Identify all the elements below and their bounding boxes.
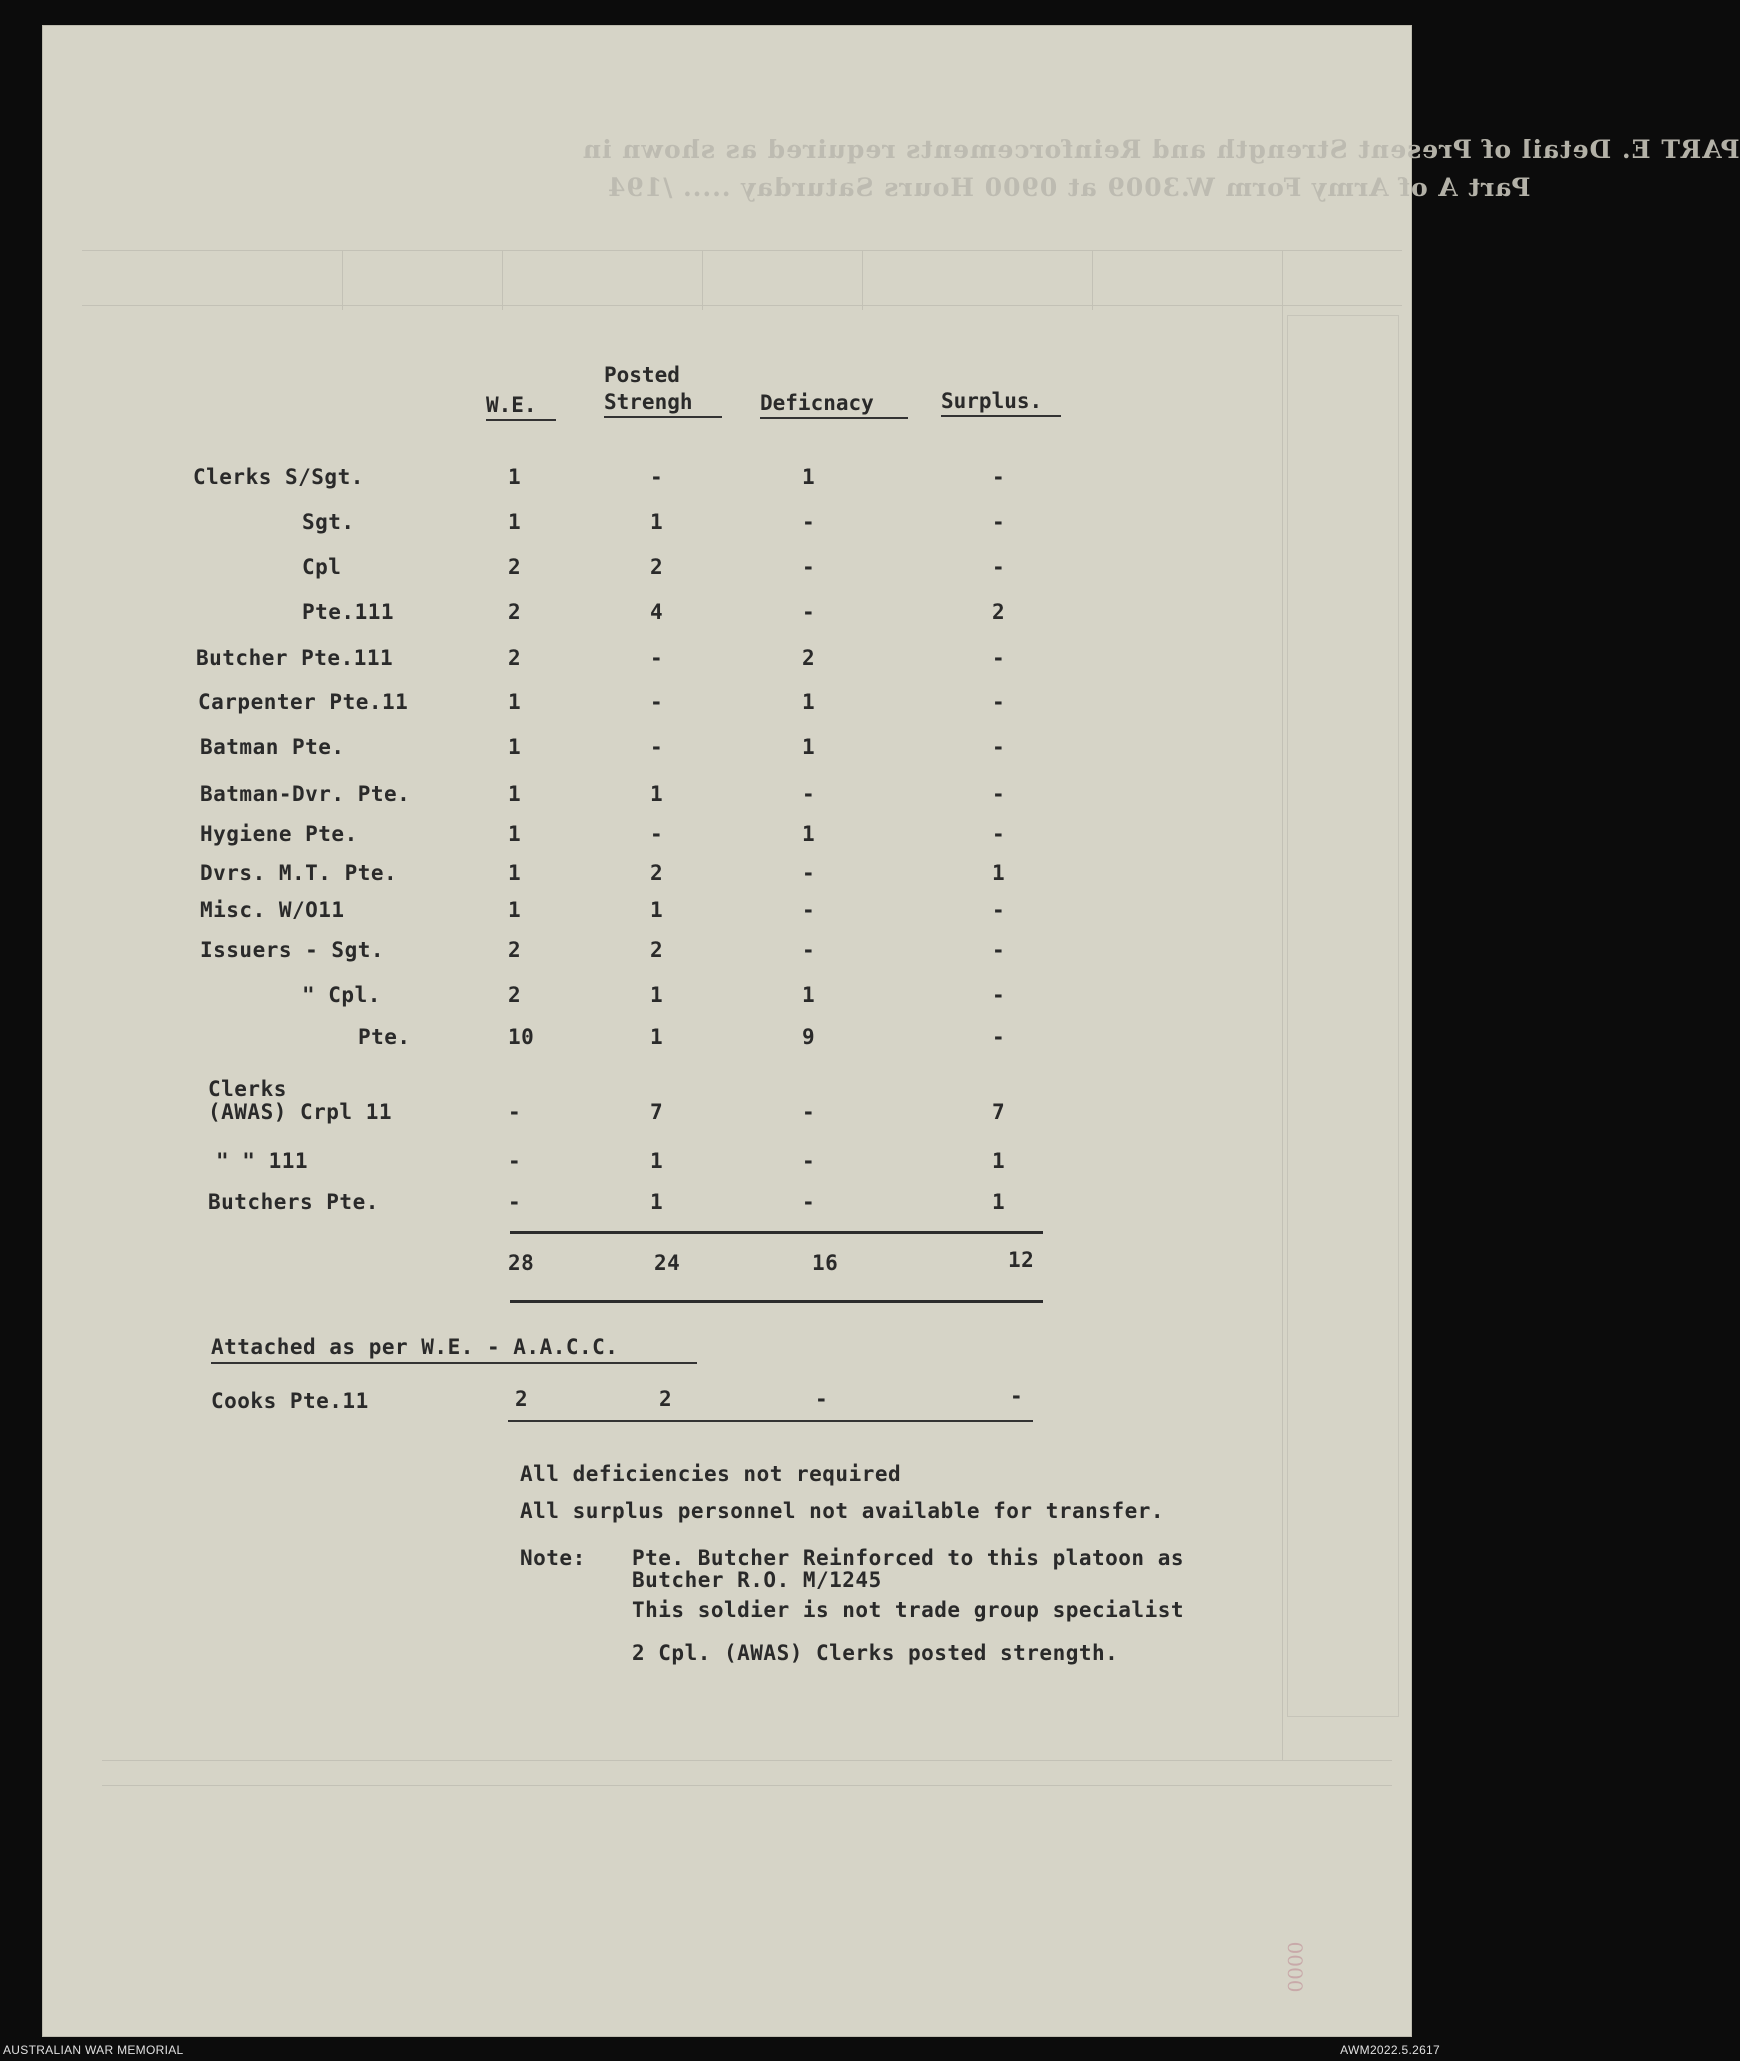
row-deficiency-cell: 1: [802, 465, 816, 489]
row-label: Issuers - Sgt.: [200, 938, 385, 962]
row-label: Batman-Dvr. Pte.: [200, 782, 411, 806]
row-surplus-cell: -: [992, 510, 1006, 534]
row-we-cell: 1: [508, 690, 522, 714]
row-deficiency-cell: -: [802, 861, 816, 885]
row-posted-cell: -: [650, 646, 664, 670]
note-line-surplus: All surplus personnel not available for transfer.: [520, 1499, 1165, 1523]
row-label: Sgt.: [302, 510, 355, 534]
document-page: PART E. Detail of Present Strength and Reinforcements required as shown in Part A of Army Form W.3009 at 0900 Hours Saturday ..... /194 0000: [42, 25, 1412, 2037]
total-we: 28: [508, 1251, 535, 1275]
row-deficiency-cell: 1: [802, 983, 816, 1007]
note-text-1: Pte. Butcher Reinforced to this platoon as: [632, 1546, 1185, 1570]
row-posted-cell: -: [650, 465, 664, 489]
row-surplus-cell: 1: [992, 861, 1006, 885]
row-we-cell: 2: [508, 555, 522, 579]
totals-rule-bottom: [510, 1300, 1043, 1303]
row-posted-cell: 2: [650, 861, 664, 885]
attached-row-label: Cooks Pte.11: [211, 1389, 369, 1413]
row-we-cell: 1: [508, 822, 522, 846]
row-label: Pte.111: [302, 600, 395, 624]
note-line-deficiencies: All deficiencies not required: [520, 1462, 902, 1486]
footer-credit-left: AUSTRALIAN WAR MEMORIAL: [3, 2043, 184, 2057]
attached-row-posted: 2: [659, 1387, 673, 1411]
row-deficiency-cell: 1: [802, 735, 816, 759]
row-we-cell: 1: [508, 465, 522, 489]
row-posted-cell: 1: [650, 510, 664, 534]
row-deficiency-cell: -: [802, 938, 816, 962]
attached-row-deficiency: -: [815, 1387, 829, 1411]
totals-rule-top: [510, 1231, 1043, 1234]
row-we-cell: -: [508, 1149, 522, 1173]
reverse-heading-line2: Part A of Army Form W.3009 at 0900 Hours Saturday ..... /194: [607, 173, 1531, 202]
row-posted-cell: 1: [650, 1190, 664, 1214]
row-we-cell: 1: [508, 735, 522, 759]
row-deficiency-cell: -: [802, 600, 816, 624]
row-deficiency-cell: 1: [802, 690, 816, 714]
row-we-cell: 2: [508, 983, 522, 1007]
row-surplus-cell: -: [992, 782, 1006, 806]
row-label: Pte.: [358, 1025, 411, 1049]
row-surplus-cell: -: [992, 1025, 1006, 1049]
row-posted-cell: -: [650, 822, 664, 846]
row-we-cell: 2: [508, 646, 522, 670]
note-text-2: Butcher R.O. M/1245: [632, 1568, 882, 1592]
row-surplus-cell: -: [992, 822, 1006, 846]
row-deficiency-cell: -: [802, 1100, 816, 1124]
header-surplus: Surplus.: [941, 389, 1043, 413]
row-surplus-cell: 7: [992, 1100, 1006, 1124]
header-surplus-underline: [941, 415, 1061, 417]
row-label: Dvrs. M.T. Pte.: [200, 861, 398, 885]
row-surplus-cell: 1: [992, 1190, 1006, 1214]
row-surplus-cell: 2: [992, 600, 1006, 624]
header-we: W.E.: [486, 393, 537, 417]
row-deficiency-cell: 1: [802, 822, 816, 846]
row-label: Butcher Pte.111: [196, 646, 394, 670]
row-deficiency-cell: -: [802, 898, 816, 922]
row-label: " Cpl.: [302, 983, 381, 1007]
row-deficiency-cell: 9: [802, 1025, 816, 1049]
row-surplus-cell: -: [992, 735, 1006, 759]
note-label: Note:: [520, 1546, 586, 1570]
row-posted-cell: -: [650, 735, 664, 759]
row-label: (AWAS) Crpl 11: [208, 1100, 393, 1124]
row-posted-cell: 1: [650, 1149, 664, 1173]
row-deficiency-cell: -: [802, 510, 816, 534]
row-we-cell: 1: [508, 510, 522, 534]
header-posted-underline: [604, 416, 722, 418]
row-surplus-cell: -: [992, 646, 1006, 670]
attached-heading-underline: [211, 1362, 697, 1364]
header-deficiency: Deficnacy: [760, 391, 874, 415]
note-text-4: 2 Cpl. (AWAS) Clerks posted strength.: [632, 1641, 1119, 1665]
row-posted-cell: -: [650, 690, 664, 714]
attached-row-underline: [508, 1420, 1033, 1422]
attached-heading: Attached as per W.E. - A.A.C.C.: [211, 1335, 619, 1359]
row-posted-cell: 1: [650, 898, 664, 922]
total-deficiency: 16: [812, 1251, 839, 1275]
attached-row-surplus: -: [1010, 1384, 1024, 1408]
row-surplus-cell: -: [992, 690, 1006, 714]
row-we-cell: -: [508, 1100, 522, 1124]
row-we-cell: -: [508, 1190, 522, 1214]
row-surplus-cell: -: [992, 465, 1006, 489]
header-posted-line1: Posted: [604, 363, 680, 387]
row-label: " " 111: [216, 1149, 309, 1173]
row-we-cell: 2: [508, 938, 522, 962]
row-label: Batman Pte.: [200, 735, 345, 759]
header-deficiency-underline: [760, 417, 908, 419]
row-deficiency-cell: -: [802, 1149, 816, 1173]
row-posted-cell: 2: [650, 555, 664, 579]
row-we-cell: 10: [508, 1025, 535, 1049]
row-deficiency-cell: 2: [802, 646, 816, 670]
total-surplus: 12: [1008, 1248, 1035, 1272]
row-we-cell: 2: [508, 600, 522, 624]
row-surplus-cell: -: [992, 555, 1006, 579]
row-we-cell: 1: [508, 782, 522, 806]
row-label: Misc. W/O11: [200, 898, 345, 922]
row-label: Cpl: [302, 555, 342, 579]
row-posted-cell: 1: [650, 782, 664, 806]
row-we-cell: 1: [508, 861, 522, 885]
row-surplus-cell: -: [992, 983, 1006, 1007]
total-posted: 24: [654, 1251, 681, 1275]
row-deficiency-cell: -: [802, 1190, 816, 1214]
note-text-3: This soldier is not trade group specialist: [632, 1598, 1185, 1622]
row-surplus-cell: -: [992, 938, 1006, 962]
row-posted-cell: 7: [650, 1100, 664, 1124]
header-posted-line2: Strengh: [604, 390, 693, 414]
row-deficiency-cell: -: [802, 555, 816, 579]
row-label: Carpenter Pte.11: [198, 690, 409, 714]
reverse-heading-line1: PART E. Detail of Present Strength and Reinforcements required as shown in: [582, 135, 1740, 164]
row-surplus-cell: 1: [992, 1149, 1006, 1173]
row-posted-cell: 1: [650, 1025, 664, 1049]
attached-row-we: 2: [515, 1387, 529, 1411]
row-posted-cell: 4: [650, 600, 664, 624]
row-posted-cell: 2: [650, 938, 664, 962]
row-surplus-cell: -: [992, 898, 1006, 922]
row-deficiency-cell: -: [802, 782, 816, 806]
row-we-cell: 1: [508, 898, 522, 922]
row-label: Hygiene Pte.: [200, 822, 358, 846]
row-posted-cell: 1: [650, 983, 664, 1007]
row-label: Clerks S/Sgt.: [193, 465, 364, 489]
row-label: Butchers Pte.: [208, 1190, 379, 1214]
row-label-line1: Clerks: [208, 1077, 287, 1101]
footer-credit-right: AWM2022.5.2617: [1340, 2043, 1440, 2057]
header-we-underline: [486, 419, 556, 421]
